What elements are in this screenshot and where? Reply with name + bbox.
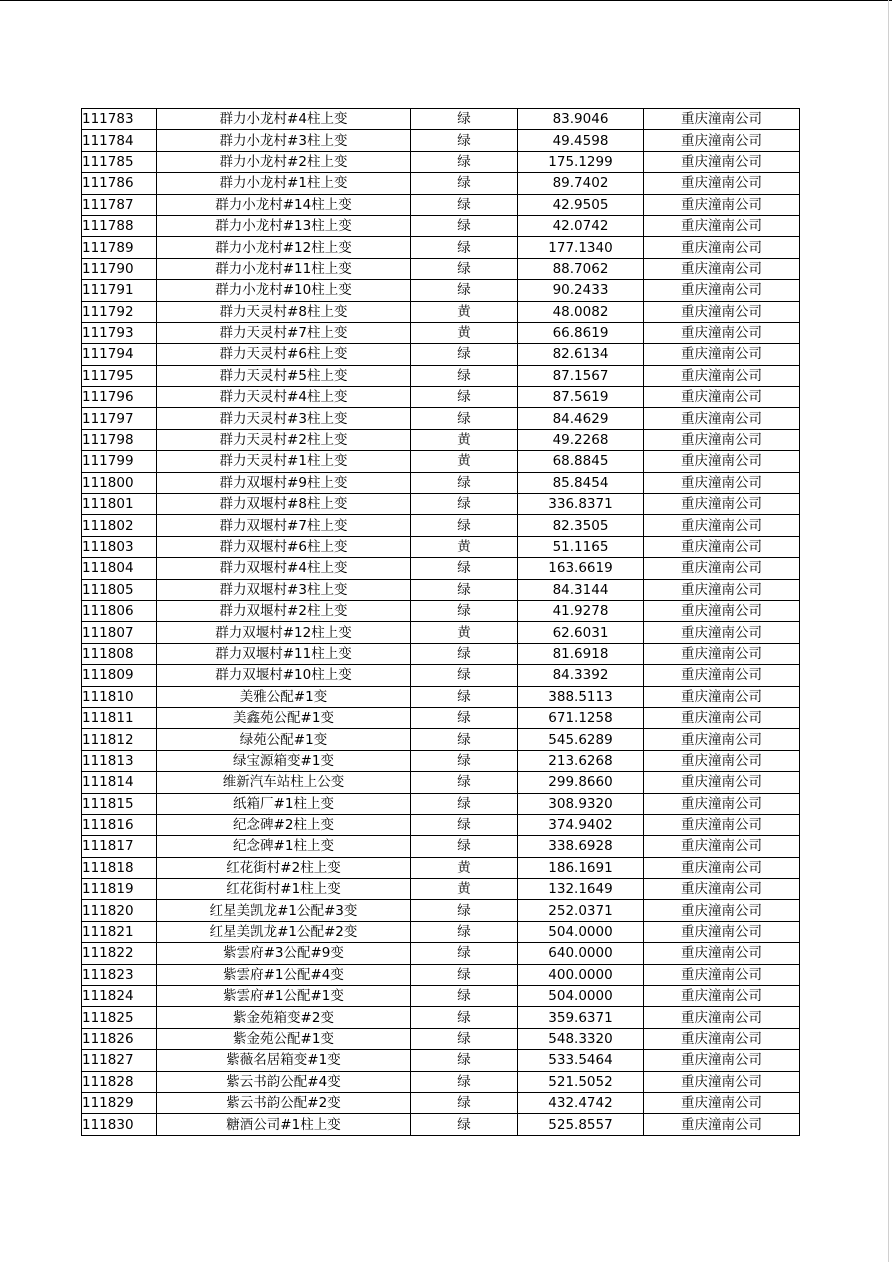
transformer-name-cell: 群力小龙村#13柱上变 [157,215,411,236]
value-cell: 82.6134 [518,344,644,365]
transformer-name-cell: 美雅公配#1变 [157,686,411,707]
value-cell: 175.1299 [518,151,644,172]
company-cell: 重庆潼南公司 [644,707,800,728]
company-cell: 重庆潼南公司 [644,536,800,557]
transformer-name-cell: 紫雲府#1公配#1变 [157,986,411,1007]
company-cell: 重庆潼南公司 [644,921,800,942]
transformer-name-cell: 红花街村#1柱上变 [157,879,411,900]
transformer-name-cell: 红星美凯龙#1公配#2变 [157,921,411,942]
row-id-cell: 111808 [82,643,157,664]
status-cell: 绿 [411,173,518,194]
transformer-name-cell: 群力小龙村#12柱上变 [157,237,411,258]
table-row [82,194,800,215]
value-cell: 42.9505 [518,194,644,215]
company-cell: 重庆潼南公司 [644,301,800,322]
table-row [82,707,800,728]
table-row [82,429,800,450]
company-cell: 重庆潼南公司 [644,494,800,515]
value-cell: 84.3144 [518,579,644,600]
table-row [82,1050,800,1071]
page-right-edge [888,0,889,1262]
status-cell: 绿 [411,1050,518,1071]
company-cell: 重庆潼南公司 [644,814,800,835]
table-row [82,579,800,600]
row-id-cell: 111816 [82,814,157,835]
company-cell: 重庆潼南公司 [644,130,800,151]
value-cell: 81.6918 [518,643,644,664]
status-cell: 黄 [411,429,518,450]
row-id-cell: 111795 [82,365,157,386]
transformer-name-cell: 群力双堰村#8柱上变 [157,494,411,515]
company-cell: 重庆潼南公司 [644,793,800,814]
row-id-cell: 111807 [82,622,157,643]
row-id-cell: 111823 [82,964,157,985]
table-row [82,750,800,771]
company-cell: 重庆潼南公司 [644,836,800,857]
company-cell: 重庆潼南公司 [644,558,800,579]
company-cell: 重庆潼南公司 [644,109,800,130]
transformer-name-cell: 红花街村#2柱上变 [157,857,411,878]
table-row [82,280,800,301]
status-cell: 绿 [411,258,518,279]
row-id-cell: 111797 [82,408,157,429]
company-cell: 重庆潼南公司 [644,1007,800,1028]
status-cell: 绿 [411,151,518,172]
table-row [82,600,800,621]
status-cell: 绿 [411,793,518,814]
table-row [82,173,800,194]
status-cell: 绿 [411,215,518,236]
value-cell: 49.4598 [518,130,644,151]
company-cell: 重庆潼南公司 [644,943,800,964]
value-cell: 252.0371 [518,900,644,921]
company-cell: 重庆潼南公司 [644,322,800,343]
status-cell: 绿 [411,921,518,942]
company-cell: 重庆潼南公司 [644,964,800,985]
value-cell: 42.0742 [518,215,644,236]
row-id-cell: 111818 [82,857,157,878]
value-cell: 82.3505 [518,515,644,536]
status-cell: 绿 [411,344,518,365]
status-cell: 绿 [411,707,518,728]
company-cell: 重庆潼南公司 [644,857,800,878]
status-cell: 绿 [411,643,518,664]
row-id-cell: 111783 [82,109,157,130]
value-cell: 84.4629 [518,408,644,429]
status-cell: 绿 [411,1114,518,1135]
status-cell: 绿 [411,130,518,151]
value-cell: 66.8619 [518,322,644,343]
transformer-name-cell: 群力小龙村#4柱上变 [157,109,411,130]
value-cell: 51.1165 [518,536,644,557]
company-cell: 重庆潼南公司 [644,750,800,771]
page-top-border [0,0,892,1]
company-cell: 重庆潼南公司 [644,429,800,450]
row-id-cell: 111792 [82,301,157,322]
row-id-cell: 111811 [82,707,157,728]
row-id-cell: 111784 [82,130,157,151]
transformer-name-cell: 紫雲府#3公配#9变 [157,943,411,964]
table-row [82,472,800,493]
row-id-cell: 111788 [82,215,157,236]
transformer-name-cell: 紫金苑公配#1变 [157,1028,411,1049]
row-id-cell: 111802 [82,515,157,536]
value-cell: 132.1649 [518,879,644,900]
status-cell: 绿 [411,194,518,215]
table-row [82,237,800,258]
row-id-cell: 111800 [82,472,157,493]
transformer-name-cell: 群力双堰村#2柱上变 [157,600,411,621]
table-row [82,301,800,322]
table-row [82,109,800,130]
row-id-cell: 111814 [82,772,157,793]
table-row [82,772,800,793]
transformer-name-cell: 群力小龙村#1柱上变 [157,173,411,194]
status-cell: 绿 [411,600,518,621]
transformer-name-cell: 群力天灵村#7柱上变 [157,322,411,343]
transformer-name-cell: 群力双堰村#10柱上变 [157,665,411,686]
status-cell: 绿 [411,686,518,707]
transformer-name-cell: 绿苑公配#1变 [157,729,411,750]
transformer-name-cell: 群力天灵村#6柱上变 [157,344,411,365]
company-cell: 重庆潼南公司 [644,1028,800,1049]
company-cell: 重庆潼南公司 [644,729,800,750]
table-row [82,879,800,900]
value-cell: 68.8845 [518,451,644,472]
value-cell: 87.5619 [518,387,644,408]
company-cell: 重庆潼南公司 [644,665,800,686]
company-cell: 重庆潼南公司 [644,515,800,536]
company-cell: 重庆潼南公司 [644,365,800,386]
table-row [82,665,800,686]
transformer-name-cell: 群力小龙村#3柱上变 [157,130,411,151]
row-id-cell: 111817 [82,836,157,857]
table-row [82,1092,800,1113]
table-row [82,558,800,579]
value-cell: 88.7062 [518,258,644,279]
value-cell: 338.6928 [518,836,644,857]
table-row [82,365,800,386]
table-row [82,921,800,942]
row-id-cell: 111819 [82,879,157,900]
row-id-cell: 111804 [82,558,157,579]
row-id-cell: 111824 [82,986,157,1007]
status-cell: 绿 [411,237,518,258]
table-row [82,494,800,515]
row-id-cell: 111789 [82,237,157,258]
company-cell: 重庆潼南公司 [644,643,800,664]
value-cell: 521.5052 [518,1071,644,1092]
table-row [82,943,800,964]
table-row [82,1071,800,1092]
transformer-name-cell: 群力天灵村#8柱上变 [157,301,411,322]
transformer-name-cell: 美鑫苑公配#1变 [157,707,411,728]
transformer-name-cell: 群力双堰村#6柱上变 [157,536,411,557]
table-row [82,451,800,472]
status-cell: 绿 [411,109,518,130]
value-cell: 62.6031 [518,622,644,643]
row-id-cell: 111799 [82,451,157,472]
status-cell: 绿 [411,750,518,771]
status-cell: 绿 [411,472,518,493]
table-row [82,1114,800,1135]
company-cell: 重庆潼南公司 [644,472,800,493]
transformer-name-cell: 群力双堰村#4柱上变 [157,558,411,579]
table-row [82,643,800,664]
status-cell: 黄 [411,536,518,557]
transformer-name-cell: 群力天灵村#5柱上变 [157,365,411,386]
company-cell: 重庆潼南公司 [644,686,800,707]
table-row [82,515,800,536]
status-cell: 绿 [411,558,518,579]
status-cell: 黄 [411,857,518,878]
status-cell: 绿 [411,986,518,1007]
transformer-name-cell: 红星美凯龙#1公配#3变 [157,900,411,921]
table-row [82,964,800,985]
value-cell: 163.6619 [518,558,644,579]
row-id-cell: 111812 [82,729,157,750]
company-cell: 重庆潼南公司 [644,173,800,194]
row-id-cell: 111798 [82,429,157,450]
transformer-name-cell: 群力天灵村#4柱上变 [157,387,411,408]
value-cell: 336.8371 [518,494,644,515]
value-cell: 504.0000 [518,986,644,1007]
company-cell: 重庆潼南公司 [644,451,800,472]
value-cell: 49.2268 [518,429,644,450]
value-cell: 525.8557 [518,1114,644,1135]
row-id-cell: 111820 [82,900,157,921]
transformer-name-cell: 群力双堰村#7柱上变 [157,515,411,536]
status-cell: 绿 [411,1092,518,1113]
status-cell: 绿 [411,814,518,835]
value-cell: 83.9046 [518,109,644,130]
company-cell: 重庆潼南公司 [644,408,800,429]
value-cell: 533.5464 [518,1050,644,1071]
company-cell: 重庆潼南公司 [644,1071,800,1092]
status-cell: 黄 [411,451,518,472]
transformer-table [81,108,800,1136]
status-cell: 绿 [411,943,518,964]
status-cell: 绿 [411,365,518,386]
status-cell: 黄 [411,301,518,322]
transformer-name-cell: 群力天灵村#3柱上变 [157,408,411,429]
company-cell: 重庆潼南公司 [644,772,800,793]
transformer-name-cell: 群力双堰村#11柱上变 [157,643,411,664]
table-row [82,986,800,1007]
row-id-cell: 111794 [82,344,157,365]
table-row [82,686,800,707]
row-id-cell: 111810 [82,686,157,707]
row-id-cell: 111793 [82,322,157,343]
table-row [82,536,800,557]
row-id-cell: 111813 [82,750,157,771]
transformer-name-cell: 紫薇名居箱变#1变 [157,1050,411,1071]
transformer-name-cell: 群力天灵村#1柱上变 [157,451,411,472]
value-cell: 432.4742 [518,1092,644,1113]
status-cell: 绿 [411,900,518,921]
value-cell: 87.1567 [518,365,644,386]
row-id-cell: 111791 [82,280,157,301]
status-cell: 绿 [411,1028,518,1049]
value-cell: 41.9278 [518,600,644,621]
transformer-name-cell: 维新汽车站柱上公变 [157,772,411,793]
company-cell: 重庆潼南公司 [644,1092,800,1113]
company-cell: 重庆潼南公司 [644,622,800,643]
value-cell: 90.2433 [518,280,644,301]
status-cell: 黄 [411,622,518,643]
company-cell: 重庆潼南公司 [644,151,800,172]
row-id-cell: 111787 [82,194,157,215]
row-id-cell: 111785 [82,151,157,172]
transformer-name-cell: 紫雲府#1公配#4变 [157,964,411,985]
company-cell: 重庆潼南公司 [644,986,800,1007]
value-cell: 89.7402 [518,173,644,194]
status-cell: 绿 [411,494,518,515]
company-cell: 重庆潼南公司 [644,237,800,258]
company-cell: 重庆潼南公司 [644,1050,800,1071]
value-cell: 548.3320 [518,1028,644,1049]
table-row [82,793,800,814]
value-cell: 85.8454 [518,472,644,493]
value-cell: 308.9320 [518,793,644,814]
table-row [82,900,800,921]
transformer-name-cell: 群力天灵村#2柱上变 [157,429,411,450]
row-id-cell: 111801 [82,494,157,515]
value-cell: 545.6289 [518,729,644,750]
status-cell: 绿 [411,515,518,536]
value-cell: 186.1691 [518,857,644,878]
status-cell: 绿 [411,964,518,985]
row-id-cell: 111806 [82,600,157,621]
status-cell: 绿 [411,836,518,857]
company-cell: 重庆潼南公司 [644,900,800,921]
row-id-cell: 111805 [82,579,157,600]
row-id-cell: 111829 [82,1092,157,1113]
row-id-cell: 111796 [82,387,157,408]
company-cell: 重庆潼南公司 [644,387,800,408]
table-row [82,151,800,172]
value-cell: 388.5113 [518,686,644,707]
transformer-name-cell: 群力小龙村#2柱上变 [157,151,411,172]
transformer-name-cell: 紫云书韵公配#2变 [157,1092,411,1113]
status-cell: 绿 [411,280,518,301]
value-cell: 671.1258 [518,707,644,728]
status-cell: 绿 [411,1007,518,1028]
table-row [82,408,800,429]
row-id-cell: 111828 [82,1071,157,1092]
row-id-cell: 111830 [82,1114,157,1135]
table-row [82,344,800,365]
table-row [82,258,800,279]
value-cell: 213.6268 [518,750,644,771]
transformer-name-cell: 紫金苑箱变#2变 [157,1007,411,1028]
table-row [82,215,800,236]
table-row [82,857,800,878]
status-cell: 绿 [411,1071,518,1092]
transformer-name-cell: 紫云书韵公配#4变 [157,1071,411,1092]
row-id-cell: 111821 [82,921,157,942]
company-cell: 重庆潼南公司 [644,280,800,301]
row-id-cell: 111815 [82,793,157,814]
company-cell: 重庆潼南公司 [644,600,800,621]
row-id-cell: 111826 [82,1028,157,1049]
company-cell: 重庆潼南公司 [644,879,800,900]
row-id-cell: 111825 [82,1007,157,1028]
company-cell: 重庆潼南公司 [644,194,800,215]
table-row [82,836,800,857]
table-row [82,729,800,750]
table-row [82,387,800,408]
transformer-name-cell: 纸箱厂#1柱上变 [157,793,411,814]
table-row [82,130,800,151]
company-cell: 重庆潼南公司 [644,1114,800,1135]
value-cell: 299.8660 [518,772,644,793]
table-body [82,109,800,1136]
value-cell: 374.9402 [518,814,644,835]
transformer-name-cell: 绿宝源箱变#1变 [157,750,411,771]
table-row [82,1007,800,1028]
row-id-cell: 111803 [82,536,157,557]
status-cell: 黄 [411,322,518,343]
status-cell: 黄 [411,879,518,900]
transformer-name-cell: 群力双堰村#3柱上变 [157,579,411,600]
status-cell: 绿 [411,729,518,750]
value-cell: 177.1340 [518,237,644,258]
value-cell: 48.0082 [518,301,644,322]
status-cell: 绿 [411,387,518,408]
transformer-name-cell: 群力双堰村#9柱上变 [157,472,411,493]
company-cell: 重庆潼南公司 [644,579,800,600]
value-cell: 504.0000 [518,921,644,942]
value-cell: 359.6371 [518,1007,644,1028]
row-id-cell: 111790 [82,258,157,279]
transformer-name-cell: 群力小龙村#11柱上变 [157,258,411,279]
transformer-name-cell: 群力小龙村#14柱上变 [157,194,411,215]
status-cell: 绿 [411,579,518,600]
table-row [82,622,800,643]
transformer-name-cell: 群力小龙村#10柱上变 [157,280,411,301]
transformer-name-cell: 纪念碑#2柱上变 [157,814,411,835]
transformer-name-cell: 群力双堰村#12柱上变 [157,622,411,643]
transformer-name-cell: 纪念碑#1柱上变 [157,836,411,857]
value-cell: 640.0000 [518,943,644,964]
table-row [82,322,800,343]
company-cell: 重庆潼南公司 [644,344,800,365]
status-cell: 绿 [411,772,518,793]
table-row [82,814,800,835]
transformer-name-cell: 糖酒公司#1柱上变 [157,1114,411,1135]
company-cell: 重庆潼南公司 [644,215,800,236]
row-id-cell: 111809 [82,665,157,686]
row-id-cell: 111822 [82,943,157,964]
table-row [82,1028,800,1049]
status-cell: 绿 [411,665,518,686]
value-cell: 84.3392 [518,665,644,686]
row-id-cell: 111786 [82,173,157,194]
row-id-cell: 111827 [82,1050,157,1071]
company-cell: 重庆潼南公司 [644,258,800,279]
value-cell: 400.0000 [518,964,644,985]
status-cell: 绿 [411,408,518,429]
